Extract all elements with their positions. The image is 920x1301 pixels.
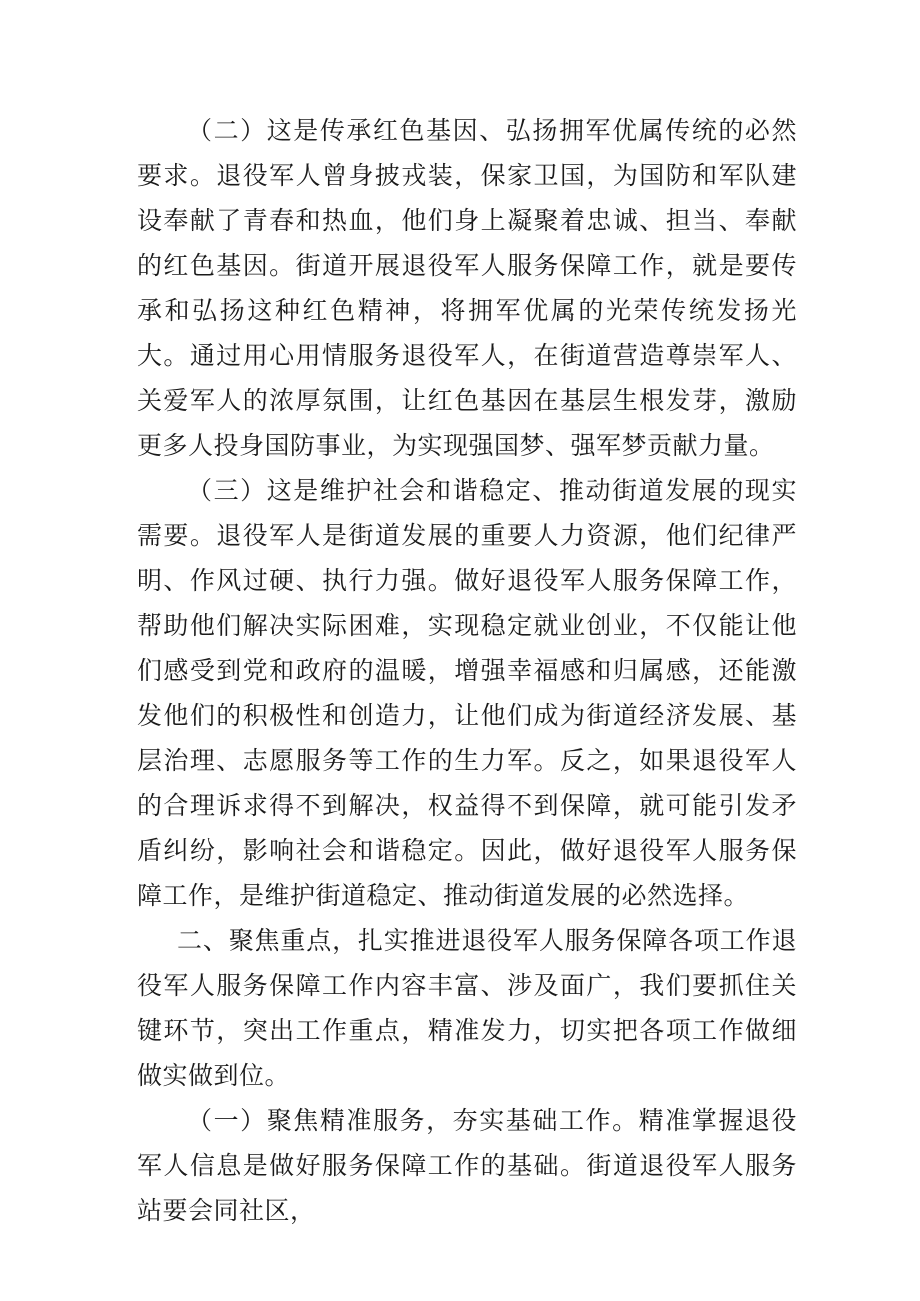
paragraph-section-3: （三）这是维护社会和谐稳定、推动街道发展的现实需要。退役军人是街道发展的重要人力资源，他们纪律严明、作风过硬、执行力强。做好退役军人服务保障工作，帮助他们解决实际困难，实现稳定就业创业，不仅能让他们感受到党和政府的温暖，增强幸福感和归属感，还能激发他们的积极性和创造力，让他们成为街道经济发展、基层治理、志愿服务等工作的生力军。反之，如果退役军人的合理诉求得不到解决，权益得不到保障，就可能引发矛盾纠纷，影响社会和谐稳定。因此，做好退役军人服务保障工作，是维护街道稳定、推动街道发展的必然选择。 — [137, 476, 797, 910]
paragraph-section-2: （二）这是传承红色基因、弘扬拥军优属传统的必然要求。退役军人曾身披戎装，保家卫国，为国防和军队建设奉献了青春和热血，他们身上凝聚着忠诚、担当、奉献的红色基因。街道开展退役军人服务保障工作，就是要传承和弘扬这种红色精神，将拥军优属的光荣传统发扬光大。通过用心用情服务退役军人，在街道营造尊崇军人、关爱军人的浓厚氛围，让红色基因在基层生根发芽，激励更多人投身国防事业，为实现强国梦、强军梦贡献力量。 — [137, 116, 797, 460]
paragraph-section-1: （一）聚焦精准服务，夯实基础工作。精准掌握退役军人信息是做好服务保障工作的基础。街道退役军人服务站要会同社区， — [137, 1106, 797, 1225]
document-body — [137, 108, 797, 1233]
paragraph-heading-focus: 二、聚焦重点，扎实推进退役军人服务保障各项工作退役军人服务保障工作内容丰富、涉及面广，我们要抓住关键环节，突出工作重点，精准发力，切实把各项工作做细做实做到位。 — [137, 926, 797, 1090]
